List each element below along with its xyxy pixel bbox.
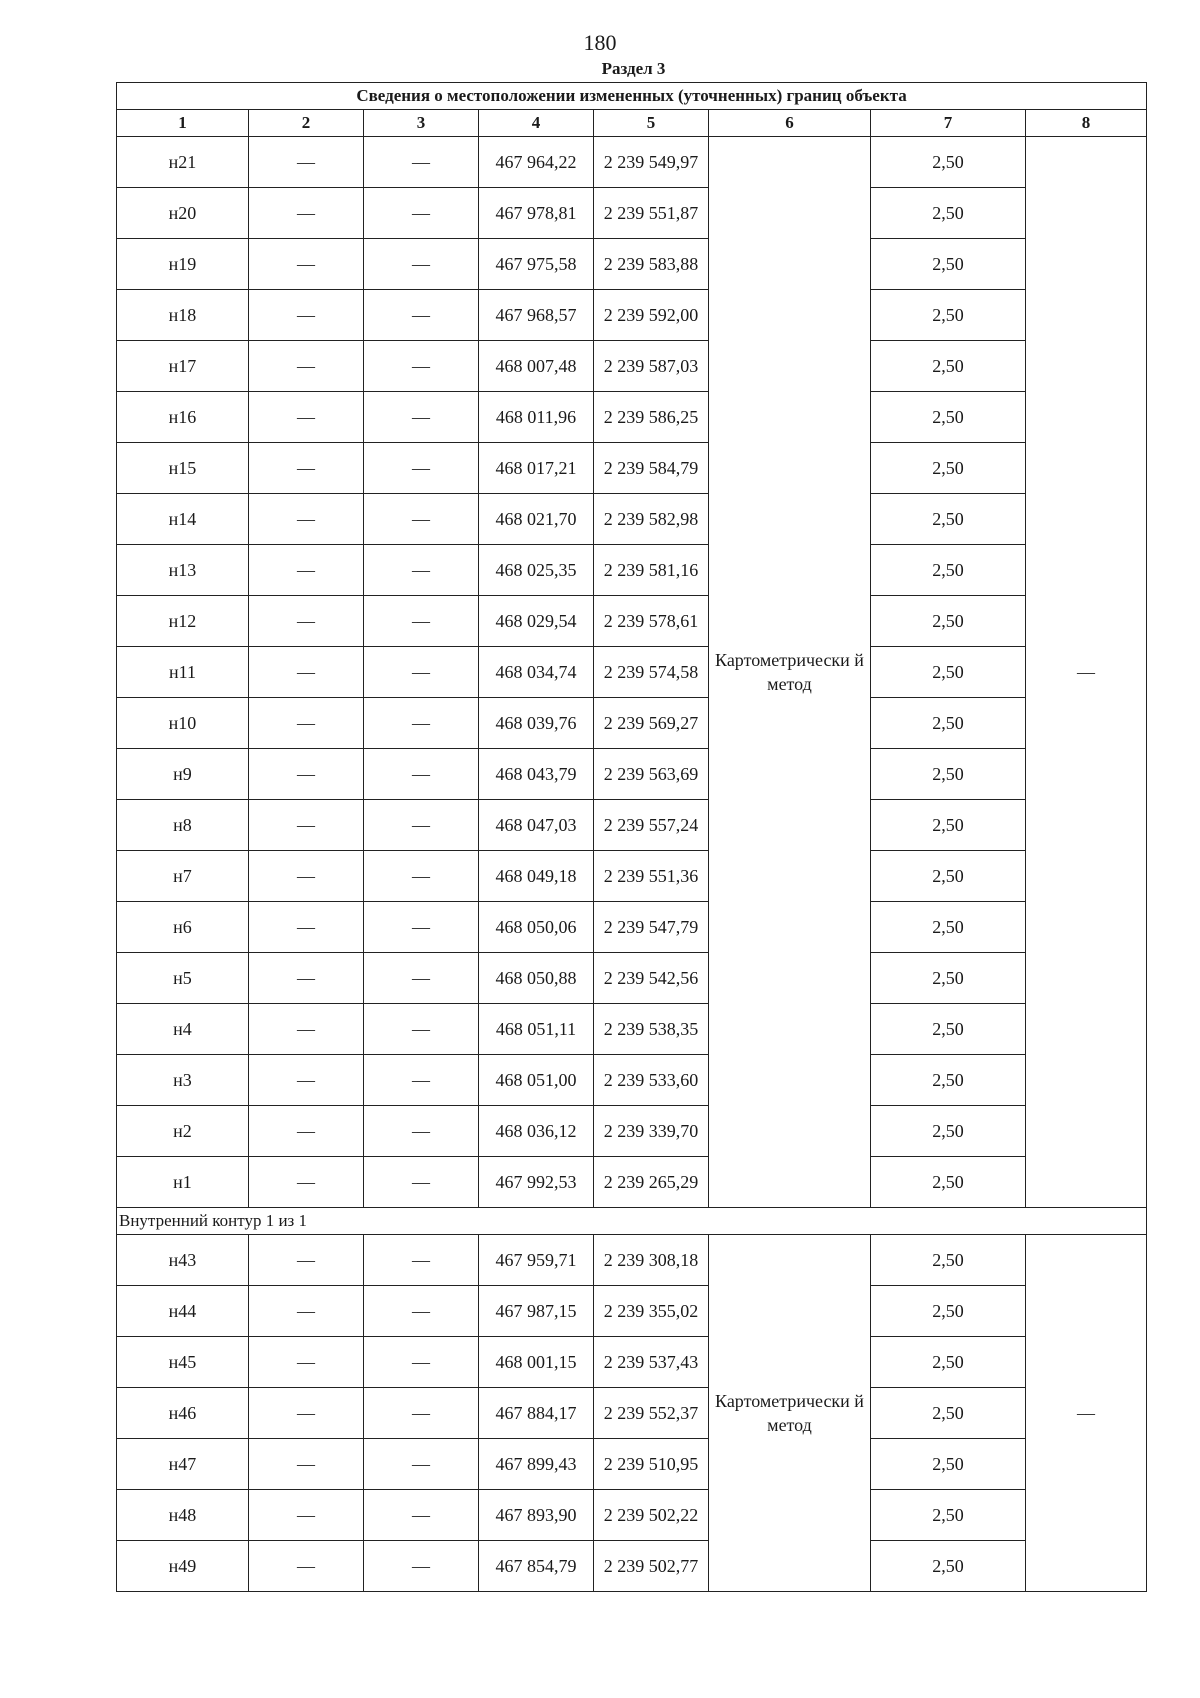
precision-cell: 2,50 bbox=[871, 953, 1026, 1004]
column-2-cell: — bbox=[249, 188, 364, 239]
y-coordinate-cell: 2 239 552,37 bbox=[594, 1388, 709, 1439]
precision-cell: 2,50 bbox=[871, 1388, 1026, 1439]
x-coordinate-cell: 468 049,18 bbox=[479, 851, 594, 902]
column-2-cell: — bbox=[249, 1337, 364, 1388]
column-3-cell: — bbox=[364, 392, 479, 443]
column-2-cell: — bbox=[249, 698, 364, 749]
precision-cell: 2,50 bbox=[871, 1157, 1026, 1208]
point-name-cell: н17 bbox=[117, 341, 249, 392]
point-name-cell: н48 bbox=[117, 1490, 249, 1541]
precision-cell: 2,50 bbox=[871, 1004, 1026, 1055]
y-coordinate-cell: 2 239 533,60 bbox=[594, 1055, 709, 1106]
table-row bbox=[117, 647, 1147, 698]
column-number-7: 7 bbox=[871, 110, 1026, 137]
precision-cell: 2,50 bbox=[871, 1541, 1026, 1592]
y-coordinate-cell: 2 239 551,87 bbox=[594, 188, 709, 239]
point-name-cell: н1 bbox=[117, 1157, 249, 1208]
column-number-6: 6 bbox=[709, 110, 871, 137]
table-row bbox=[117, 953, 1147, 1004]
precision-cell: 2,50 bbox=[871, 545, 1026, 596]
column-2-cell: — bbox=[249, 1157, 364, 1208]
point-name-cell: н5 bbox=[117, 953, 249, 1004]
page-number: 180 bbox=[583, 30, 617, 55]
precision-cell: 2,50 bbox=[871, 698, 1026, 749]
point-name-cell: н20 bbox=[117, 188, 249, 239]
x-coordinate-cell: 468 021,70 bbox=[479, 494, 594, 545]
precision-cell: 2,50 bbox=[871, 443, 1026, 494]
table-row bbox=[117, 1106, 1147, 1157]
contour-label-row bbox=[117, 1208, 1147, 1235]
x-coordinate-cell: 468 051,11 bbox=[479, 1004, 594, 1055]
point-name-cell: н13 bbox=[117, 545, 249, 596]
point-name-cell: н10 bbox=[117, 698, 249, 749]
method-cell: Картометрически й метод bbox=[709, 137, 871, 1208]
table-caption-row bbox=[117, 83, 1147, 110]
column-3-cell: — bbox=[364, 1235, 479, 1286]
x-coordinate-cell: 467 978,81 bbox=[479, 188, 594, 239]
point-name-cell: н6 bbox=[117, 902, 249, 953]
point-name-cell: н3 bbox=[117, 1055, 249, 1106]
column-2-cell: — bbox=[249, 392, 364, 443]
column-number-8: 8 bbox=[1026, 110, 1147, 137]
table-row bbox=[117, 1157, 1147, 1208]
x-coordinate-cell: 467 992,53 bbox=[479, 1157, 594, 1208]
precision-cell: 2,50 bbox=[871, 851, 1026, 902]
column-2-cell: — bbox=[249, 1286, 364, 1337]
column-2-cell: — bbox=[249, 341, 364, 392]
column-3-cell: — bbox=[364, 800, 479, 851]
column-2-cell: — bbox=[249, 1106, 364, 1157]
column-3-cell: — bbox=[364, 443, 479, 494]
table-row bbox=[117, 1439, 1147, 1490]
point-name-cell: н12 bbox=[117, 596, 249, 647]
table-row bbox=[117, 1004, 1147, 1055]
precision-cell: 2,50 bbox=[871, 1106, 1026, 1157]
precision-cell: 2,50 bbox=[871, 1490, 1026, 1541]
x-coordinate-cell: 468 043,79 bbox=[479, 749, 594, 800]
table-row bbox=[117, 443, 1147, 494]
x-coordinate-cell: 467 959,71 bbox=[479, 1235, 594, 1286]
column-2-cell: — bbox=[249, 137, 364, 188]
point-name-cell: н8 bbox=[117, 800, 249, 851]
point-name-cell: н44 bbox=[117, 1286, 249, 1337]
precision-cell: 2,50 bbox=[871, 1286, 1026, 1337]
column-3-cell: — bbox=[364, 1541, 479, 1592]
column-2-cell: — bbox=[249, 545, 364, 596]
column-number-3: 3 bbox=[364, 110, 479, 137]
column-3-cell: — bbox=[364, 1388, 479, 1439]
contour-label: Внутренний контур 1 из 1 bbox=[117, 1208, 1147, 1235]
x-coordinate-cell: 468 001,15 bbox=[479, 1337, 594, 1388]
table-row bbox=[117, 596, 1147, 647]
table-row bbox=[117, 851, 1147, 902]
point-name-cell: н47 bbox=[117, 1439, 249, 1490]
column-3-cell: — bbox=[364, 1004, 479, 1055]
x-coordinate-cell: 467 975,58 bbox=[479, 239, 594, 290]
x-coordinate-cell: 468 050,06 bbox=[479, 902, 594, 953]
precision-cell: 2,50 bbox=[871, 494, 1026, 545]
y-coordinate-cell: 2 239 592,00 bbox=[594, 290, 709, 341]
x-coordinate-cell: 467 968,57 bbox=[479, 290, 594, 341]
x-coordinate-cell: 467 899,43 bbox=[479, 1439, 594, 1490]
precision-cell: 2,50 bbox=[871, 596, 1026, 647]
point-name-cell: н2 bbox=[117, 1106, 249, 1157]
x-coordinate-cell: 468 025,35 bbox=[479, 545, 594, 596]
x-coordinate-cell: 468 047,03 bbox=[479, 800, 594, 851]
y-coordinate-cell: 2 239 538,35 bbox=[594, 1004, 709, 1055]
column-number-row bbox=[117, 110, 1147, 137]
y-coordinate-cell: 2 239 339,70 bbox=[594, 1106, 709, 1157]
column-3-cell: — bbox=[364, 188, 479, 239]
table-row bbox=[117, 1286, 1147, 1337]
table-row bbox=[117, 902, 1147, 953]
precision-cell: 2,50 bbox=[871, 1055, 1026, 1106]
column-3-cell: — bbox=[364, 851, 479, 902]
column-2-cell: — bbox=[249, 1388, 364, 1439]
column-3-cell: — bbox=[364, 1439, 479, 1490]
column-2-cell: — bbox=[249, 647, 364, 698]
x-coordinate-cell: 467 854,79 bbox=[479, 1541, 594, 1592]
y-coordinate-cell: 2 239 549,97 bbox=[594, 137, 709, 188]
point-name-cell: н21 bbox=[117, 137, 249, 188]
column-2-cell: — bbox=[249, 596, 364, 647]
y-coordinate-cell: 2 239 308,18 bbox=[594, 1235, 709, 1286]
precision-cell: 2,50 bbox=[871, 1337, 1026, 1388]
x-coordinate-cell: 468 050,88 bbox=[479, 953, 594, 1004]
y-coordinate-cell: 2 239 574,58 bbox=[594, 647, 709, 698]
table-row bbox=[117, 1235, 1147, 1286]
x-coordinate-cell: 468 039,76 bbox=[479, 698, 594, 749]
column-3-cell: — bbox=[364, 1490, 479, 1541]
y-coordinate-cell: 2 239 581,16 bbox=[594, 545, 709, 596]
boundary-coordinates-table bbox=[116, 82, 1147, 1592]
column-3-cell: — bbox=[364, 698, 479, 749]
y-coordinate-cell: 2 239 510,95 bbox=[594, 1439, 709, 1490]
column-number-4: 4 bbox=[479, 110, 594, 137]
table-caption: Сведения о местоположении измененных (уточненных) границ объекта bbox=[117, 83, 1147, 110]
precision-cell: 2,50 bbox=[871, 647, 1026, 698]
y-coordinate-cell: 2 239 502,22 bbox=[594, 1490, 709, 1541]
precision-cell: 2,50 bbox=[871, 800, 1026, 851]
table-row bbox=[117, 698, 1147, 749]
column-3-cell: — bbox=[364, 1337, 479, 1388]
table-row bbox=[117, 1490, 1147, 1541]
method-cell: Картометрически й метод bbox=[709, 1235, 871, 1592]
column-3-cell: — bbox=[364, 1106, 479, 1157]
table-row bbox=[117, 494, 1147, 545]
precision-cell: 2,50 bbox=[871, 188, 1026, 239]
column-2-cell: — bbox=[249, 239, 364, 290]
point-name-cell: н9 bbox=[117, 749, 249, 800]
point-name-cell: н45 bbox=[117, 1337, 249, 1388]
x-coordinate-cell: 468 034,74 bbox=[479, 647, 594, 698]
y-coordinate-cell: 2 239 587,03 bbox=[594, 341, 709, 392]
y-coordinate-cell: 2 239 578,61 bbox=[594, 596, 709, 647]
column-2-cell: — bbox=[249, 1235, 364, 1286]
column-number-2: 2 bbox=[249, 110, 364, 137]
column-3-cell: — bbox=[364, 290, 479, 341]
column-2-cell: — bbox=[249, 800, 364, 851]
y-coordinate-cell: 2 239 502,77 bbox=[594, 1541, 709, 1592]
table-row bbox=[117, 137, 1147, 188]
table-row bbox=[117, 1055, 1147, 1106]
y-coordinate-cell: 2 239 583,88 bbox=[594, 239, 709, 290]
precision-cell: 2,50 bbox=[871, 392, 1026, 443]
y-coordinate-cell: 2 239 551,36 bbox=[594, 851, 709, 902]
column-3-cell: — bbox=[364, 1286, 479, 1337]
column-number-1: 1 bbox=[117, 110, 249, 137]
y-coordinate-cell: 2 239 537,43 bbox=[594, 1337, 709, 1388]
table-row bbox=[117, 341, 1147, 392]
y-coordinate-cell: 2 239 265,29 bbox=[594, 1157, 709, 1208]
point-name-cell: н4 bbox=[117, 1004, 249, 1055]
column-2-cell: — bbox=[249, 290, 364, 341]
x-coordinate-cell: 468 036,12 bbox=[479, 1106, 594, 1157]
column-2-cell: — bbox=[249, 494, 364, 545]
column-2-cell: — bbox=[249, 1055, 364, 1106]
y-coordinate-cell: 2 239 584,79 bbox=[594, 443, 709, 494]
precision-cell: 2,50 bbox=[871, 902, 1026, 953]
column-8-cell: — bbox=[1026, 1235, 1147, 1592]
y-coordinate-cell: 2 239 547,79 bbox=[594, 902, 709, 953]
y-coordinate-cell: 2 239 557,24 bbox=[594, 800, 709, 851]
precision-cell: 2,50 bbox=[871, 1235, 1026, 1286]
column-3-cell: — bbox=[364, 239, 479, 290]
point-name-cell: н15 bbox=[117, 443, 249, 494]
column-3-cell: — bbox=[364, 953, 479, 1004]
table-row bbox=[117, 1388, 1147, 1439]
table-row bbox=[117, 1541, 1147, 1592]
column-2-cell: — bbox=[249, 1541, 364, 1592]
precision-cell: 2,50 bbox=[871, 749, 1026, 800]
point-name-cell: н46 bbox=[117, 1388, 249, 1439]
column-2-cell: — bbox=[249, 1439, 364, 1490]
point-name-cell: н43 bbox=[117, 1235, 249, 1286]
table-row bbox=[117, 545, 1147, 596]
column-2-cell: — bbox=[249, 902, 364, 953]
column-2-cell: — bbox=[249, 953, 364, 1004]
y-coordinate-cell: 2 239 569,27 bbox=[594, 698, 709, 749]
column-2-cell: — bbox=[249, 443, 364, 494]
point-name-cell: н49 bbox=[117, 1541, 249, 1592]
y-coordinate-cell: 2 239 582,98 bbox=[594, 494, 709, 545]
point-name-cell: н7 bbox=[117, 851, 249, 902]
table-row bbox=[117, 239, 1147, 290]
table-row bbox=[117, 749, 1147, 800]
column-2-cell: — bbox=[249, 1004, 364, 1055]
y-coordinate-cell: 2 239 355,02 bbox=[594, 1286, 709, 1337]
table-row bbox=[117, 800, 1147, 851]
point-name-cell: н16 bbox=[117, 392, 249, 443]
column-3-cell: — bbox=[364, 1157, 479, 1208]
column-3-cell: — bbox=[364, 137, 479, 188]
x-coordinate-cell: 468 011,96 bbox=[479, 392, 594, 443]
table-row bbox=[117, 392, 1147, 443]
point-name-cell: н11 bbox=[117, 647, 249, 698]
x-coordinate-cell: 468 007,48 bbox=[479, 341, 594, 392]
x-coordinate-cell: 467 884,17 bbox=[479, 1388, 594, 1439]
x-coordinate-cell: 467 964,22 bbox=[479, 137, 594, 188]
precision-cell: 2,50 bbox=[871, 290, 1026, 341]
column-2-cell: — bbox=[249, 851, 364, 902]
column-3-cell: — bbox=[364, 545, 479, 596]
column-3-cell: — bbox=[364, 494, 479, 545]
y-coordinate-cell: 2 239 586,25 bbox=[594, 392, 709, 443]
precision-cell: 2,50 bbox=[871, 341, 1026, 392]
table-row bbox=[117, 1337, 1147, 1388]
x-coordinate-cell: 468 017,21 bbox=[479, 443, 594, 494]
x-coordinate-cell: 467 987,15 bbox=[479, 1286, 594, 1337]
column-3-cell: — bbox=[364, 341, 479, 392]
table-row bbox=[117, 188, 1147, 239]
column-3-cell: — bbox=[364, 596, 479, 647]
precision-cell: 2,50 bbox=[871, 137, 1026, 188]
point-name-cell: н18 bbox=[117, 290, 249, 341]
precision-cell: 2,50 bbox=[871, 239, 1026, 290]
x-coordinate-cell: 468 029,54 bbox=[479, 596, 594, 647]
x-coordinate-cell: 467 893,90 bbox=[479, 1490, 594, 1541]
column-2-cell: — bbox=[249, 1490, 364, 1541]
column-3-cell: — bbox=[364, 749, 479, 800]
point-name-cell: н14 bbox=[117, 494, 249, 545]
section-title: Раздел 3 bbox=[601, 59, 666, 78]
column-3-cell: — bbox=[364, 902, 479, 953]
column-2-cell: — bbox=[249, 749, 364, 800]
column-3-cell: — bbox=[364, 647, 479, 698]
y-coordinate-cell: 2 239 542,56 bbox=[594, 953, 709, 1004]
precision-cell: 2,50 bbox=[871, 1439, 1026, 1490]
y-coordinate-cell: 2 239 563,69 bbox=[594, 749, 709, 800]
x-coordinate-cell: 468 051,00 bbox=[479, 1055, 594, 1106]
column-3-cell: — bbox=[364, 1055, 479, 1106]
point-name-cell: н19 bbox=[117, 239, 249, 290]
column-number-5: 5 bbox=[594, 110, 709, 137]
column-8-cell: — bbox=[1026, 137, 1147, 1208]
table-row bbox=[117, 290, 1147, 341]
